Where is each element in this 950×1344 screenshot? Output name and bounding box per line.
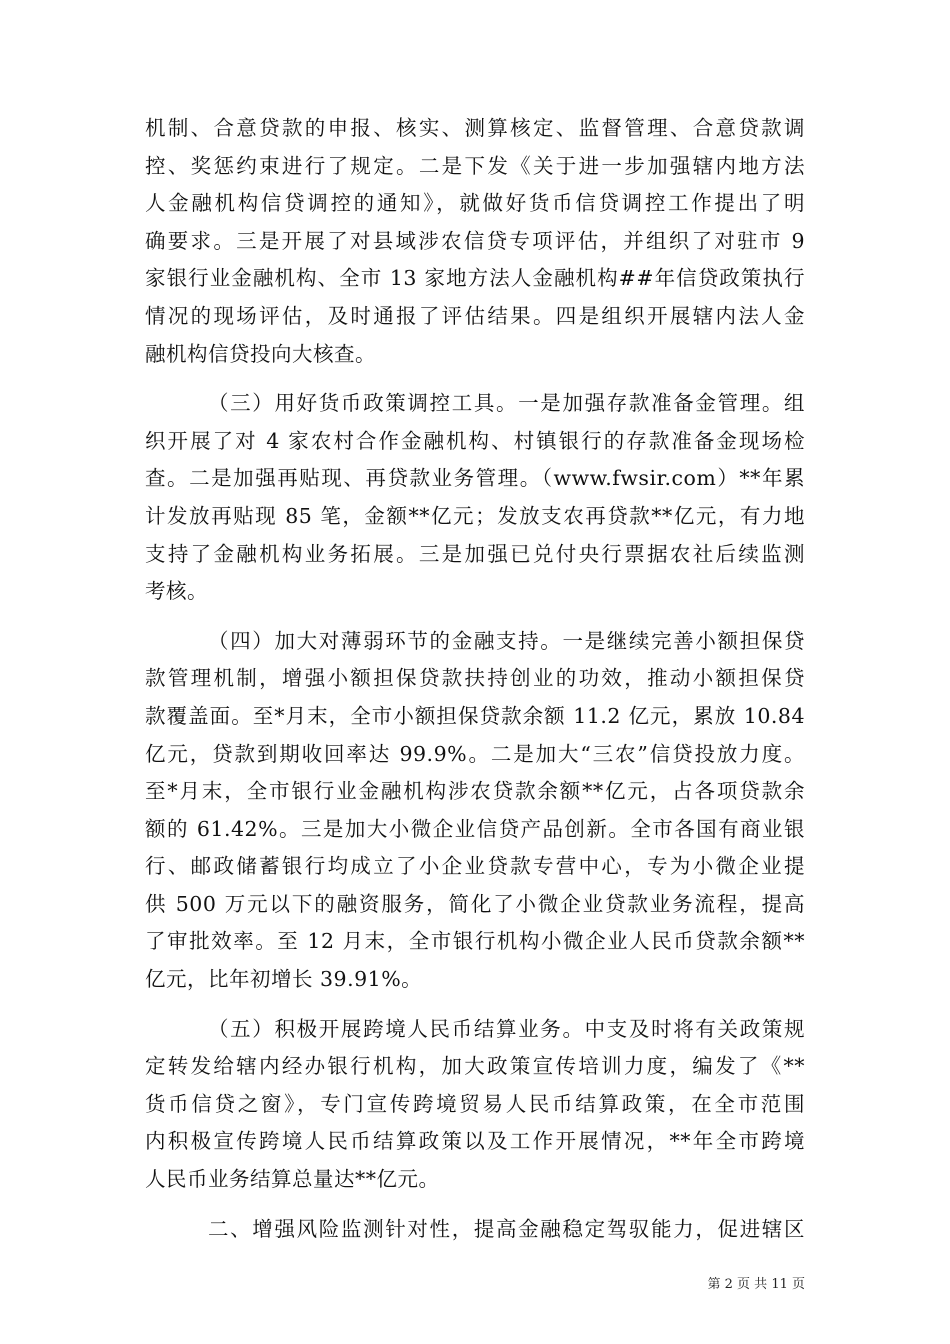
document-body: [145, 118, 805, 1256]
text-line: 支持了金融机构业务拓展。三是加强已兑付央行票据农社后续监测: [145, 541, 805, 566]
text-line: 供 500 万元以下的融资服务，简化了小微企业贷款业务流程，提高: [145, 891, 805, 916]
text-line: 款管理机制，增强小额担保贷款扶持创业的功效，推动小额担保贷: [145, 666, 805, 691]
text-line: （五）积极开展跨境人民币结算业务。中支及时将有关政策规: [208, 1016, 805, 1041]
text-line: 人民币业务结算总量达**亿元。: [145, 1167, 440, 1192]
text-line: 二、增强风险监测针对性，提高金融稳定驾驭能力，促进辖区: [208, 1216, 805, 1241]
text-line: 机制、合意贷款的申报、核实、测算核定、监督管理、合意贷款调: [145, 116, 805, 140]
text-line: 人金融机构信贷调控的通知》，就做好货币信贷调控工作提出了明: [145, 191, 805, 216]
text-line: 至*月末，全市银行业金融机构涉农贷款余额**亿元，占各项贷款余: [145, 779, 805, 804]
text-line: （四）加大对薄弱环节的金融支持。一是继续完善小额担保贷: [208, 628, 805, 653]
text-line: 考核。: [145, 579, 208, 604]
page-number-footer: 第 2 页 共 11 页: [707, 1277, 805, 1292]
text-line: 确要求。三是开展了对县域涉农信贷专项评估，并组织了对驻市 9: [145, 228, 805, 253]
paragraph: [145, 391, 805, 604]
paragraph: [145, 628, 805, 992]
text-line: （三）用好货币政策调控工具。一是加强存款准备金管理。组: [208, 391, 805, 416]
text-line: 控、奖惩约束进行了规定。二是下发《关于进一步加强辖内地方法: [145, 153, 805, 178]
text-line: 了审批效率。至 12 月末，全市银行机构小微企业人民币贷款余额**: [145, 929, 805, 954]
text-line: 查。二是加强再贴现、再贷款业务管理。（www.fwsir.com）**年累: [145, 466, 805, 491]
paragraph: [145, 1216, 805, 1241]
paragraph: [145, 118, 805, 364]
text-line: 计发放再贴现 85 笔，金额**亿元；发放支农再贷款**亿元，有力地: [145, 503, 805, 528]
text-line: 内积极宣传跨境人民币结算政策以及工作开展情况，**年全市跨境: [145, 1129, 805, 1154]
text-line: 定转发给辖内经办银行机构，加大政策宣传培训力度，编发了《**: [145, 1054, 805, 1079]
paragraph: [145, 1016, 805, 1192]
text-line: 亿元，贷款到期收回率达 99.9%。二是加大“三农”信贷投放力度。: [145, 741, 805, 766]
text-line: 货币信贷之窗》，专门宣传跨境贸易人民币结算政策，在全市范围: [145, 1091, 805, 1116]
text-line: 额的 61.42%。三是加大小微企业信贷产品创新。全市各国有商业银: [145, 816, 805, 841]
text-line: 织开展了对 4 家农村合作金融机构、村镇银行的存款准备金现场检: [145, 428, 805, 453]
text-line: 融机构信贷投向大核查。: [145, 341, 376, 366]
text-line: 亿元，比年初增长 39.91%。: [145, 967, 423, 992]
text-line: 款覆盖面。至*月末，全市小额担保贷款余额 11.2 亿元，累放 10.84: [145, 703, 805, 728]
text-line: 家银行业金融机构、全市 13 家地方法人金融机构##年信贷政策执行: [145, 266, 805, 291]
text-line: 情况的现场评估，及时通报了评估结果。四是组织开展辖内法人金: [145, 303, 805, 328]
text-line: 行、邮政储蓄银行均成立了小企业贷款专营中心，专为小微企业提: [145, 854, 805, 879]
